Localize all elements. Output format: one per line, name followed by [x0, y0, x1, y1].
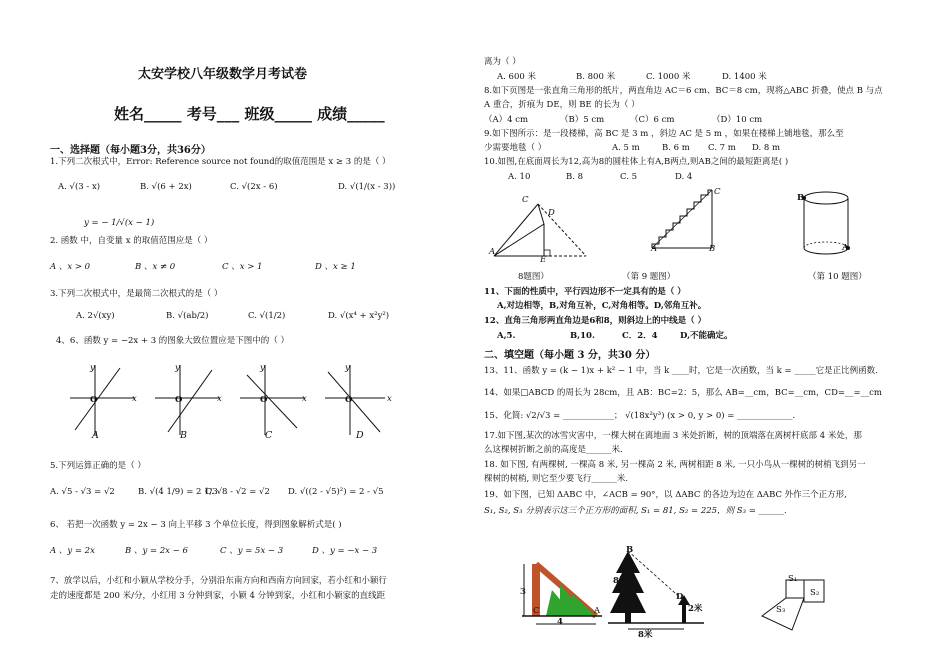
fig10-label-b: B: [797, 193, 805, 203]
fig10-caption: （第 10 题图）: [808, 272, 867, 282]
q9-option-a: A. 5 m: [612, 143, 640, 153]
q8-option-a: （A）4 cm: [484, 115, 529, 125]
fig19-label-s2: S₂: [810, 588, 820, 598]
question-11: 11、下面的性质中，平行四边形不一定具有的是（ ）: [484, 287, 686, 297]
fig9-label-c: C: [714, 187, 721, 197]
fig18-label-8m: 8米: [613, 576, 628, 586]
fig17-label-c: C: [533, 606, 540, 616]
q2-option-d: D 、x ≥ 1: [315, 262, 356, 272]
figure-18-two-trees: [608, 545, 708, 633]
q3-option-a: A. 2√(xy): [76, 311, 115, 321]
fig17-label-4: 4: [557, 617, 563, 627]
figure-19-squares: [752, 560, 852, 635]
q7-option-d: D. 1400 米: [722, 72, 767, 82]
q5-option-d: D. √((2 - √5)²) = 2 - √5: [288, 487, 384, 497]
q4-graphs: [65, 360, 385, 450]
q8-option-c: （C）6 cm: [630, 115, 675, 125]
graph-d-x-label: x: [387, 394, 392, 404]
q8-option-d: （D）10 cm: [712, 115, 763, 125]
question-5: 5.下列运算正确的是（ ）: [50, 461, 146, 471]
student-info-row: 姓名_____ 考号___ 班级_____ 成绩_____: [114, 105, 385, 123]
question-9-line-1: 9.如下图所示：是一段楼梯，高 BC 是 3 m ，斜边 AC 是 5 m ，如果在楼梯上铺地毯，那么至: [484, 129, 844, 139]
fig8-label-a: A: [489, 247, 496, 257]
graph-d-label: D: [356, 430, 364, 441]
question-13: 13、11、函数 y = (k − 1)x + k² − 1 中，当 k ____时，它是一次函数，当 k = _____它是正比例函数.: [484, 366, 878, 376]
question-19-line-2: S₁, S₂, S₃ 分别表示这三个正方形的面积, S₁ = 81, S₂ = 225，则 S₃ = ______.: [484, 506, 787, 516]
q5-option-b: B. √(4 1/9) = 2 1/3: [138, 487, 218, 497]
graph-c: [240, 365, 305, 435]
fig9-caption: （第 9 题图）: [622, 272, 676, 282]
q7-option-c: C. 1000 米: [646, 72, 691, 82]
graph-d-y-label: y: [345, 363, 350, 373]
q6-option-d: D 、y = −x − 3: [312, 546, 378, 556]
question-15: 15、化简: √2/√3 = ____________； √(18x²y³) (x > 0, y > 0) = _____________.: [484, 411, 796, 421]
question-9-line-2: 少需要地毯（ ）: [484, 143, 547, 153]
fig8-label-c: C: [522, 195, 529, 205]
graph-c-x-label: x: [302, 394, 307, 404]
q1-option-c: C. √(2x - 6): [230, 182, 278, 192]
graph-a-x-label: x: [132, 394, 137, 404]
question-12: 12、直角三角形两直角边是6和8，则斜边上的中线是（ ）: [484, 316, 707, 326]
fig18-label-8m-bottom: 8米: [638, 630, 653, 640]
question-7-line-1: 7、放学以后，小红和小颖从学校分手，分别沿东南方向和西南方向回家，若小红和小颖行: [50, 576, 387, 586]
question-18-line-2: 棵树的树梢, 则它至少要飞行______米.: [484, 474, 629, 484]
fig17-label-3: 3: [520, 587, 526, 597]
graph-c-label: C: [265, 430, 273, 441]
question-3: 3.下列二次根式中，是最简二次根式的是（ ）: [50, 289, 223, 299]
graph-b: [155, 365, 220, 435]
graph-a-origin: O: [90, 395, 98, 405]
question-19-line-1: 19、如下图，已知 ΔABC 中，∠ACB = 90°，以 ΔABC 的各边为边在 ΔABC 外作三个正方形,: [484, 490, 847, 500]
graph-b-origin: O: [175, 395, 183, 405]
q7-option-a: A. 600 米: [497, 72, 536, 82]
graph-a-y-label: y: [90, 363, 95, 373]
fig18-label-d: D: [676, 592, 684, 602]
fig19-label-s1: S₁: [788, 574, 798, 584]
fig9-label-b: B: [709, 244, 716, 254]
fig17-label-a: A: [594, 606, 601, 616]
fig8-label-e: E: [540, 255, 547, 265]
q5-option-a: A. √5 - √3 = √2: [50, 487, 115, 497]
q12-option-a: A,5.: [497, 331, 516, 341]
q2-formula: y = − 1/√(x − 1): [84, 218, 155, 228]
graph-a: [70, 365, 135, 435]
graph-a-label: A: [92, 430, 99, 441]
question-10: 10.如图,在底面周长为12,高为8的圆柱体上有A,B两点,则AB之间的最短距离是( ): [484, 157, 789, 167]
fig18-label-b: B: [626, 545, 634, 555]
question-8-line-2: A 重合，折痕为 DE，则 BE 的长为（ ）: [484, 100, 640, 110]
question-8-line-1: 8.如下页图是一张直角三角形的纸片，两直角边 AC＝6 cm、BC＝8 cm，现将△ABC 折叠，使点 B 与点: [484, 86, 883, 96]
question-7-continued: 离为（ ）: [484, 57, 521, 67]
q1-option-b: B. √(6 + 2x): [140, 182, 192, 192]
question-14: 14、如果□ABCD 的周长为 28cm，且 AB：BC=2：5，那么 AB=__cm，BC=__cm，CD=__=__cm: [484, 388, 882, 398]
q3-option-b: B. √(ab/2): [166, 311, 209, 321]
question-4: 4、6、函数 y = −2x + 3 的图象大致位置应是下图中的（ ）: [56, 336, 290, 346]
question-7-line-2: 走的速度都是 200 米/分，小红用 3 分钟到家，小颖 4 分钟到家，小红和小颖家的直线距: [50, 591, 386, 601]
section-fill-heading: 二、填空题（每小题 3 分，共30 分）: [484, 350, 656, 361]
graph-b-y-label: y: [175, 363, 180, 373]
exam-title: 太安学校八年级数学月考试卷: [138, 67, 308, 82]
question-1: 1.下列二次根式中，Error: Reference source not found的取值范围是 x ≥ 3 的是（ ）: [50, 157, 391, 167]
q9-option-b: B. 6 m: [662, 143, 690, 153]
section-choice-heading: 一、选择题（每小题3分，共36分）: [50, 145, 211, 156]
fig8-caption: 8题图）: [518, 272, 549, 282]
graph-c-y-label: y: [260, 363, 265, 373]
q10-option-c: C. 5: [620, 172, 638, 182]
q9-option-d: D. 8 m: [752, 143, 781, 153]
graph-c-origin: O: [260, 395, 268, 405]
q10-option-a: A. 10: [508, 172, 531, 182]
question-17-line-1: 17.如下图,某次的冰雪灾害中，一棵大树在离地面 3 米处折断，树的顶端落在离树杆底部 4 米处，那: [484, 431, 862, 441]
question-17-line-2: 么这棵树折断之前的高度是______米.: [484, 445, 623, 455]
q2-option-a: A 、x > 0: [50, 262, 91, 272]
q12-option-c: C．2．4: [622, 331, 658, 341]
q8-option-b: （B）5 cm: [560, 115, 605, 125]
graph-b-label: B: [180, 430, 187, 441]
fig9-label-a: A: [651, 244, 658, 254]
fig8-label-d: D: [548, 208, 555, 218]
q11-options: A,对边相等，B,对角互补，C,对角相等。D,邻角互补。: [497, 301, 707, 311]
q6-option-a: A 、y = 2x: [50, 546, 95, 556]
q7-option-b: B. 800 米: [576, 72, 616, 82]
graph-b-x-label: x: [217, 394, 222, 404]
q12-option-b: B,10.: [570, 331, 595, 341]
q2-option-c: C 、x > 1: [222, 262, 263, 272]
q10-option-d: D. 4: [675, 172, 693, 182]
fig19-label-s3: S₃: [776, 605, 786, 615]
fig10-label-a: A: [842, 243, 849, 253]
q2-option-b: B 、x ≠ 0: [135, 262, 176, 272]
q3-option-c: C. √(1/2): [248, 311, 286, 321]
question-6: 6、 若把一次函数 y = 2x − 3 向上平移 3 个单位长度，得到图象解析式是( ): [50, 520, 342, 530]
graph-d: [325, 365, 385, 435]
q5-option-c: C. √8 - √2 = √2: [205, 487, 270, 497]
q9-option-c: C. 7 m: [708, 143, 736, 153]
q3-option-d: D. √(x⁴ + x²y²): [328, 311, 390, 321]
graph-d-origin: O: [345, 395, 353, 405]
q1-option-a: A. √(3 - x): [58, 182, 101, 192]
fig18-label-2m: 2米: [688, 604, 703, 614]
question-2: 2. 函数 中，自变量 x 的取值范围应是（ ）: [50, 236, 213, 246]
q10-option-b: B. 8: [566, 172, 584, 182]
q1-option-d: D. √(1/(x - 3)): [338, 182, 396, 192]
q6-option-b: B 、y = 2x − 6: [125, 546, 188, 556]
q6-option-c: C 、y = 5x − 3: [220, 546, 284, 556]
q12-option-d: D,不能确定。: [680, 331, 733, 341]
figure-10-cylinder: [798, 188, 858, 260]
question-18-line-1: 18. 如下图, 有两棵树, 一棵高 8 米, 另一棵高 2 米, 两树相距 8 米, 一只小鸟从一棵树的树梢飞到另一: [484, 460, 866, 470]
